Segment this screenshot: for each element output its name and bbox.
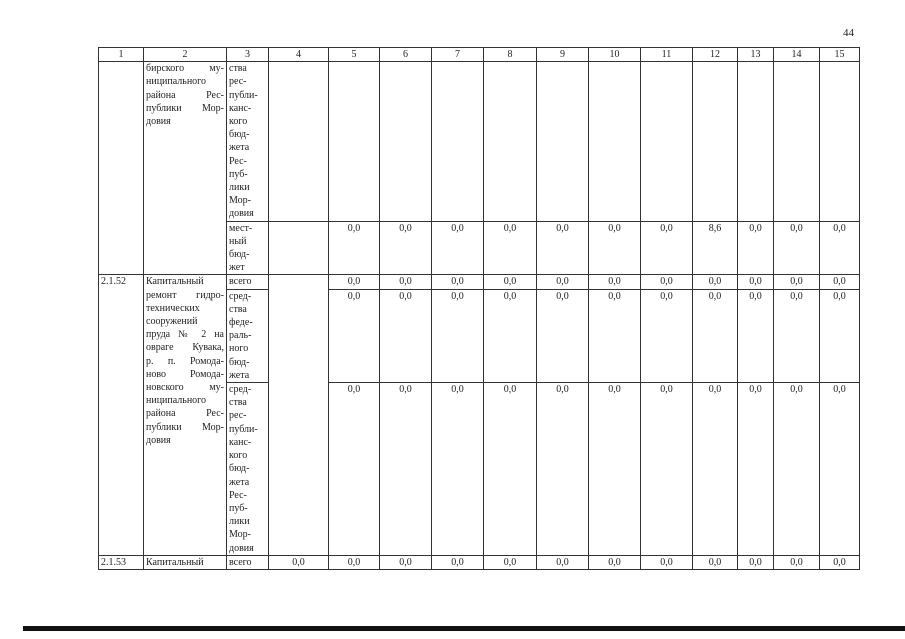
value-cell — [589, 62, 641, 221]
value-cell: 0,0 — [641, 289, 693, 382]
name-line: бирского му- — [146, 63, 224, 75]
value-cell: 0,0 — [269, 555, 329, 569]
name-line: ново Ромода- — [146, 368, 224, 380]
table-row — [99, 275, 860, 289]
budget-table — [98, 47, 860, 570]
source-line: пуб- — [229, 168, 248, 180]
value-cell: 0,0 — [380, 289, 432, 382]
value-cell: 0,0 — [693, 555, 738, 569]
header-cell: 12 — [693, 48, 738, 62]
name-line: публики Мор- — [146, 102, 224, 114]
source-line: ного — [229, 343, 249, 355]
header-cell: 9 — [537, 48, 589, 62]
value-cell — [820, 62, 860, 221]
value-cell — [380, 62, 432, 221]
value-cell: 0,0 — [738, 383, 774, 556]
source-line: кого — [229, 450, 248, 462]
source-line: жета — [229, 142, 250, 154]
value-cell: 8,6 — [693, 221, 738, 275]
value-cell: 0,0 — [432, 383, 484, 556]
value-cell: 0,0 — [537, 221, 589, 275]
name-line: пруда № 2 на — [146, 329, 224, 341]
source-line: раль- — [229, 330, 252, 342]
source-line: мест- — [229, 222, 253, 234]
value-cell — [738, 62, 774, 221]
source-line: рес- — [229, 76, 247, 88]
source-line: ства — [229, 303, 247, 315]
source-line: Рес- — [229, 489, 247, 501]
value-cell: 0,0 — [774, 383, 820, 556]
value-cell — [269, 221, 329, 275]
value-cell: 0,0 — [589, 555, 641, 569]
source-line: бюд- — [229, 249, 250, 261]
source-line: бюд- — [229, 129, 250, 141]
source-line: жета — [229, 369, 250, 381]
header-cell: 6 — [380, 48, 432, 62]
header-cell: 7 — [432, 48, 484, 62]
name-line: довия — [146, 116, 171, 128]
name-line: сооружений — [146, 316, 198, 328]
value-cell: 0,0 — [432, 221, 484, 275]
source-line: жета — [229, 476, 250, 488]
value-cell: 0,0 — [738, 221, 774, 275]
item-code-cell: 2.1.52 — [99, 275, 144, 555]
header-cell: 15 — [820, 48, 860, 62]
value-cell: 0,0 — [380, 383, 432, 556]
value-cell: 0,0 — [738, 275, 774, 289]
source-line: публи- — [229, 89, 258, 101]
source-line: довия — [229, 542, 254, 554]
page-number: 44 — [843, 27, 854, 39]
value-cell — [693, 62, 738, 221]
value-cell: 0,0 — [693, 383, 738, 556]
value-cell: 0,0 — [774, 289, 820, 382]
source-line: пуб- — [229, 502, 248, 514]
name-line: района Рес- — [146, 408, 224, 420]
source-line: ства — [229, 63, 247, 75]
name-line: ниципального — [146, 395, 207, 407]
value-cell: 0,0 — [537, 275, 589, 289]
value-cell — [537, 62, 589, 221]
value-cell: 0,0 — [329, 221, 380, 275]
value-cell: 0,0 — [589, 221, 641, 275]
value-cell: 0,0 — [380, 221, 432, 275]
source-line: довия — [229, 208, 254, 220]
source-line: феде- — [229, 317, 253, 329]
header-cell: 8 — [484, 48, 537, 62]
value-cell: 0,0 — [774, 221, 820, 275]
source-line: Рес- — [229, 155, 247, 167]
name-line: публики Мор- — [146, 421, 224, 433]
source-line: бюд- — [229, 356, 250, 368]
value-cell — [269, 62, 329, 221]
value-cell: 0,0 — [380, 555, 432, 569]
value-cell: 0,0 — [432, 289, 484, 382]
value-cell: 0,0 — [329, 275, 380, 289]
value-cell: 0,0 — [484, 221, 537, 275]
header-cell: 5 — [329, 48, 380, 62]
header-cell: 14 — [774, 48, 820, 62]
source-line: Мор- — [229, 529, 251, 541]
source-line: рес- — [229, 410, 247, 422]
name-line: довия — [146, 434, 171, 446]
source-line: ства — [229, 397, 247, 409]
value-cell: 0,0 — [589, 383, 641, 556]
name-line: новского му- — [146, 382, 224, 394]
item-name-cell — [144, 275, 227, 555]
funding-source-cell — [227, 62, 269, 221]
value-cell: 0,0 — [484, 289, 537, 382]
value-cell: 0,0 — [537, 383, 589, 556]
funding-source-cell — [227, 383, 269, 556]
name-line: Капитальный — [146, 276, 204, 288]
value-cell — [432, 62, 484, 221]
item-name-cell — [144, 62, 227, 275]
name-line: р. п. Ромода- — [146, 355, 224, 367]
item-name-cell: Капитальный — [144, 555, 227, 569]
value-cell: 0,0 — [738, 289, 774, 382]
header-cell: 10 — [589, 48, 641, 62]
header-row — [99, 48, 860, 62]
value-cell — [774, 62, 820, 221]
value-cell: 0,0 — [820, 221, 860, 275]
value-cell: 0,0 — [693, 289, 738, 382]
header-cell: 4 — [269, 48, 329, 62]
value-cell: 0,0 — [380, 275, 432, 289]
header-cell: 13 — [738, 48, 774, 62]
item-code-cell — [99, 62, 144, 275]
funding-source-cell: всего — [227, 275, 269, 289]
source-line: публи- — [229, 423, 258, 435]
name-line: ниципального — [146, 76, 207, 88]
value-cell: 0,0 — [738, 555, 774, 569]
funding-source-cell: всего — [227, 555, 269, 569]
value-cell: 0,0 — [820, 289, 860, 382]
value-cell: 0,0 — [820, 383, 860, 556]
source-line: кого — [229, 116, 248, 128]
table-row — [99, 555, 860, 569]
value-cell — [329, 62, 380, 221]
header-cell: 11 — [641, 48, 693, 62]
value-cell: 0,0 — [774, 275, 820, 289]
table-row — [99, 62, 860, 221]
value-cell: 0,0 — [484, 555, 537, 569]
source-line: лики — [229, 516, 250, 528]
source-line: сред- — [229, 384, 252, 396]
value-cell — [269, 275, 329, 555]
value-cell: 0,0 — [589, 289, 641, 382]
value-cell: 0,0 — [484, 275, 537, 289]
header-cell: 2 — [144, 48, 227, 62]
value-cell: 0,0 — [641, 221, 693, 275]
funding-source-cell — [227, 221, 269, 275]
item-code-cell: 2.1.53 — [99, 555, 144, 569]
source-line: канс- — [229, 436, 252, 448]
source-line: ный — [229, 235, 247, 247]
source-line: Мор- — [229, 195, 251, 207]
value-cell: 0,0 — [589, 275, 641, 289]
name-line: ремонт гидро- — [146, 289, 224, 301]
source-line: канс- — [229, 102, 252, 114]
value-cell: 0,0 — [641, 383, 693, 556]
name-line: овраге Кувака, — [146, 342, 224, 354]
value-cell: 0,0 — [484, 383, 537, 556]
source-line: сред- — [229, 290, 252, 302]
value-cell: 0,0 — [329, 555, 380, 569]
value-cell: 0,0 — [329, 383, 380, 556]
value-cell: 0,0 — [432, 275, 484, 289]
value-cell: 0,0 — [641, 275, 693, 289]
value-cell: 0,0 — [820, 555, 860, 569]
value-cell — [641, 62, 693, 221]
value-cell: 0,0 — [820, 275, 860, 289]
value-cell: 0,0 — [537, 289, 589, 382]
value-cell: 0,0 — [537, 555, 589, 569]
funding-source-cell — [227, 289, 269, 382]
source-line: бюд- — [229, 463, 250, 475]
source-line: жет — [229, 262, 245, 274]
name-line: технических — [146, 302, 200, 314]
header-cell: 1 — [99, 48, 144, 62]
value-cell: 0,0 — [693, 275, 738, 289]
value-cell: 0,0 — [774, 555, 820, 569]
value-cell: 0,0 — [329, 289, 380, 382]
source-line: лики — [229, 182, 250, 194]
value-cell: 0,0 — [641, 555, 693, 569]
name-line: района Рес- — [146, 89, 224, 101]
header-cell: 3 — [227, 48, 269, 62]
value-cell: 0,0 — [432, 555, 484, 569]
value-cell — [484, 62, 537, 221]
scan-edge-bar — [23, 626, 905, 631]
